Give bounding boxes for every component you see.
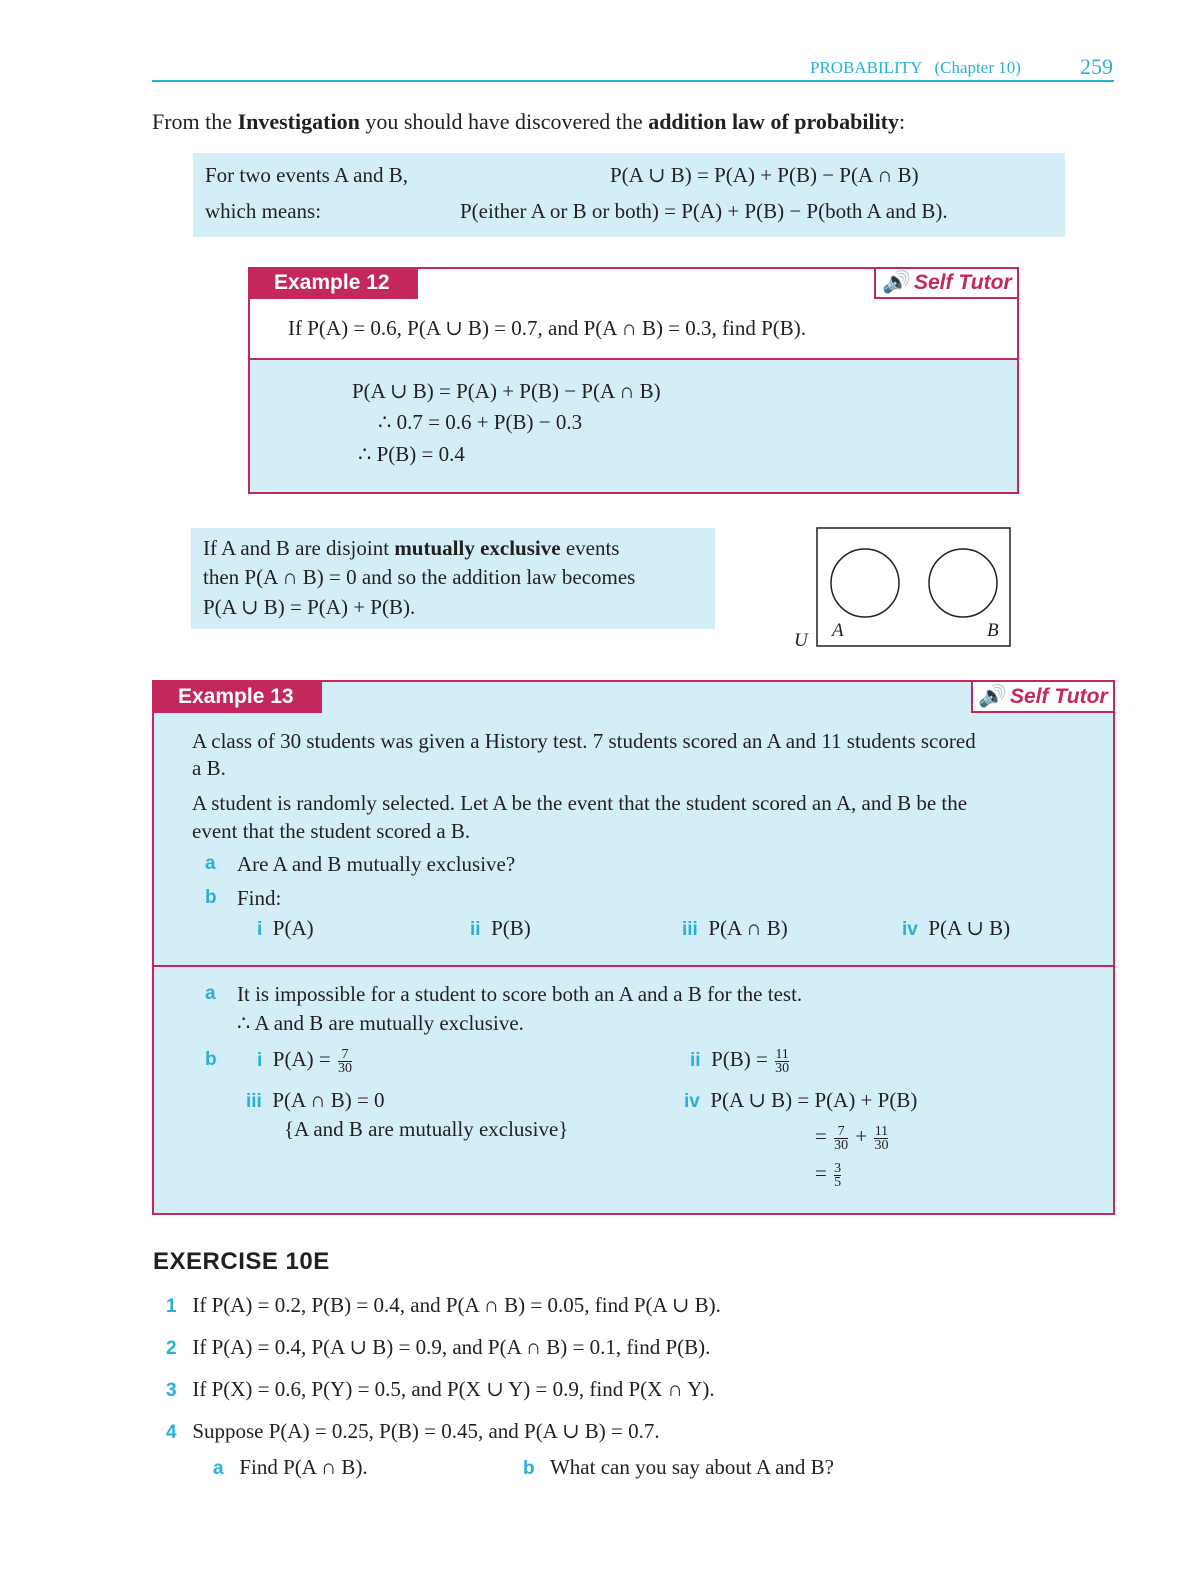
solution-a-label: a [205,983,216,1004]
running-header [810,58,1021,78]
disjoint-line1: If A and B are disjoint mutually exclusive events [203,536,620,560]
example-13-divider [152,965,1115,967]
solution-iv: iv P(A ∪ B) = P(A) + P(B) [684,1088,918,1112]
part-i: i P(A) [257,916,314,940]
exercise-title: EXERCISE 10E [153,1248,330,1275]
example-12-tab: Example 12 [248,267,418,299]
speaker-icon: 🔊 [882,271,909,294]
example-12-question: If P(A) = 0.6, P(A ∪ B) = 0.7, and P(A ∩ B) = 0.3, find P(B). [288,316,807,340]
exercise-item-3: 3 If P(X) = 0.6, P(Y) = 0.5, and P(X ∪ Y) = 0.9, find P(X ∩ Y). [166,1377,715,1401]
law-row1-formula: P(A ∪ B) = P(A) + P(B) − P(A ∩ B) [610,163,919,187]
venn-label-b: B [987,620,999,641]
example-12-solution-line2: ∴ 0.7 = 0.6 + P(B) − 0.3 [378,410,583,434]
fraction-3-5: $\frac{3}{5}$ [834,1160,842,1190]
exercise-item-4a: a Find P(A ∩ B). [213,1455,368,1479]
solution-iii-note: {A and B are mutually exclusive} [284,1117,569,1141]
self-tutor-button-13[interactable]: 🔊 Self Tutor [971,680,1115,713]
header-rule [152,80,1114,82]
fraction-11-30: $\frac{11}{30}$ [775,1046,790,1076]
solution-a-line1: It is impossible for a student to score both an A and a B for the test. [237,982,803,1006]
question-a-text: Are A and B mutually exclusive? [237,852,516,876]
law-row2-formula: P(either A or B or both) = P(A) + P(B) − P(both A and B). [460,199,948,223]
solution-iv-step3: = $\frac{3}{5}$ [815,1160,842,1190]
exercise-item-1: 1 If P(A) = 0.2, P(B) = 0.4, and P(A ∩ B) = 0.05, find P(A ∪ B). [166,1293,721,1317]
chapter-label: (Chapter 10) [934,58,1021,77]
self-tutor-button-12[interactable]: 🔊 Self Tutor [874,267,1019,299]
fraction-7-30: $\frac{7}{30}$ [834,1123,849,1153]
venn-diagram [790,525,1015,653]
question-b-text: Find: [237,886,282,910]
solution-i: i P(A) = $\frac{7}{30}$ [257,1046,352,1076]
exercise-item-2: 2 If P(A) = 0.4, P(A ∪ B) = 0.9, and P(A ∩ B) = 0.1, find P(B). [166,1335,711,1359]
venn-label-a: A [832,620,844,641]
solution-iii: iii P(A ∩ B) = 0 [246,1088,385,1112]
law-row1-label: For two events A and B, [205,163,408,187]
example-13-para1-line2: a B. [192,756,226,780]
speaker-icon: 🔊 [978,685,1005,708]
solution-ii: ii P(B) = $\frac{11}{30}$ [690,1046,790,1076]
fraction-11-30: $\frac{11}{30}$ [874,1123,889,1153]
set-a-circle [831,549,899,617]
question-b-label: b [205,887,217,908]
solution-iv-step2: = $\frac{7}{30}$ + $\frac{11}{30}$ [815,1123,889,1153]
fraction-7-30: $\frac{7}{30}$ [337,1046,352,1076]
example-12-solution-line3: ∴ P(B) = 0.4 [358,442,465,466]
disjoint-line3: P(A ∪ B) = P(A) + P(B). [203,595,416,619]
law-row2-label: which means: [205,199,322,223]
example-13-para2-line2: event that the student scored a B. [192,819,471,843]
exercise-item-4b: b What can you say about A and B? [523,1455,834,1479]
example-13-para2-line1: A student is randomly selected. Let A be the event that the student scored an A, and B be the [192,791,968,815]
example-13-para1-line1: A class of 30 students was given a History test. 7 students scored an A and 11 students scored [192,729,976,753]
set-b-circle [929,549,997,617]
example-12-solution-line1: P(A ∪ B) = P(A) + P(B) − P(A ∩ B) [352,379,661,403]
part-iv: iv P(A ∪ B) [902,916,1011,940]
exercise-item-4: 4 Suppose P(A) = 0.25, P(B) = 0.45, and P(A ∪ B) = 0.7. [166,1419,660,1443]
question-a-label: a [205,853,216,874]
venn-label-u: U [794,630,808,651]
intro-sentence: From the Investigation you should have discovered the addition law of probability: [152,109,906,134]
page-number: 259 [1080,54,1113,79]
running-title: PROBABILITY [810,58,922,77]
example-13-tab: Example 13 [152,680,322,713]
part-ii: ii P(B) [470,916,531,940]
solution-b-label: b [205,1049,217,1070]
part-iii: iii P(A ∩ B) [682,916,788,940]
disjoint-line2: then P(A ∩ B) = 0 and so the addition law becomes [203,565,636,589]
solution-a-line2: ∴ A and B are mutually exclusive. [237,1011,524,1035]
